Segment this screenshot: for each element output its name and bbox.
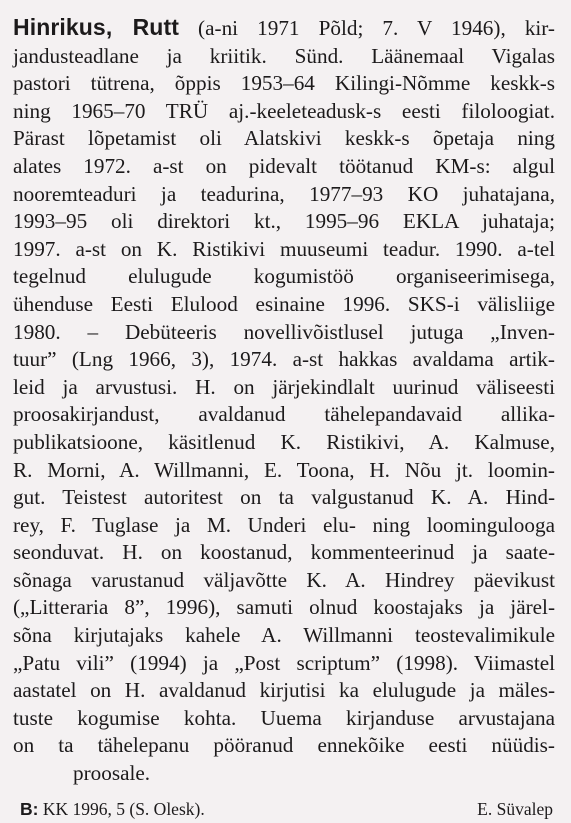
entry-line-14: leid ja arvustusi. H. on järjekindlalt uurinud väliseesti — [13, 374, 555, 399]
entry-line-25: aastatel on H. avaldanud kirjutisi ka elulugude ja mäles- — [13, 678, 555, 703]
entry-line-22: („Litteraria 8”, 1996), samuti olnud koostajaks ja järel- — [13, 595, 555, 620]
entry-line-13: tuur” (Lng 1966, 3), 1974. a-st hakkas avaldama artik- — [13, 347, 555, 372]
entry-line-23: sõna kirjutajaks kahele A. Willmanni teostevalimikule — [13, 623, 555, 648]
entry-author: E. Süvalep — [477, 798, 553, 819]
entry-line-10: tegelnud elulugude kogumistöö organiseerimisega, — [13, 264, 555, 289]
entry-line-19: rey, F. Tuglase ja M. Underi elu- ning loomingulooga — [13, 512, 555, 537]
entry-line-3: pastori tütrena, õppis 1953–64 Kilingi-Nõmme keskk-s — [13, 71, 555, 96]
entry-line-28: proosale. — [73, 761, 151, 786]
entry-line-15: proosakirjandust, avaldanud tähelepandavaid allika- — [13, 402, 555, 427]
encyclopedia-entry — [13, 14, 555, 788]
entry-line-1 — [13, 14, 555, 43]
bibliography-label: B: — [20, 798, 39, 819]
entry-line-21: sõnaga varustanud väljavõtte K. A. Hindrey päevikust — [13, 567, 555, 592]
entry-line-11: ühenduse Eesti Elulood esinaine 1996. SKS-i välisliige — [13, 291, 555, 316]
entry-line-8: 1993–95 oli direktori kt., 1995–96 EKLA juhataja; — [13, 209, 555, 234]
bibliography — [20, 796, 205, 823]
entry-line-26: tuste kogumise kohta. Uuema kirjanduse arvustajana — [13, 705, 555, 730]
entry-line-17: R. Morni, A. Willmanni, E. Toona, H. Nõu jt. loomin- — [13, 457, 555, 482]
entry-line-20: seonduvat. H. on koostanud, kommenteerinud ja saate- — [13, 540, 555, 565]
entry-line-7: nooremteaduri ja teadurina, 1977–93 KO juhatajana, — [13, 181, 555, 206]
entry-line-4: ning 1965–70 TRÜ aj.-keeleteadusk-s eesti filoloogiat. — [13, 98, 555, 123]
entry-headword: Hinrikus, Rutt — [13, 14, 179, 40]
entry-line-1-text: (a-ni 1971 Põld; 7. V 1946), kir- — [178, 16, 555, 40]
entry-line-5: Pärast lõpetamist oli Alatskivi keskk-s õpetaja ning — [13, 126, 555, 151]
bibliography-text: KK 1996, 5 (S. Olesk). — [38, 798, 205, 819]
entry-line-24: „Patu vili” (1994) ja „Post scriptum” (1998). Viimastel — [13, 650, 555, 675]
entry-line-12: 1980. – Debüteeris novellivõistlusel jutuga „Inven- — [13, 319, 555, 344]
entry-line-9: 1997. a-st on K. Ristikivi muuseumi teadur. 1990. a-tel — [13, 236, 555, 261]
entry-line-16: publikatsioone, käsitlenud K. Ristikivi, A. Kalmuse, — [13, 429, 555, 454]
entry-line-6: alates 1972. a-st on pidevalt töötanud KM-s: algul — [13, 153, 555, 178]
entry-footer — [13, 796, 555, 823]
entry-line-2: jandusteadlane ja kriitik. Sünd. Läänemaal Vigalas — [13, 43, 555, 68]
entry-line-18: gut. Teistest autoritest on ta valgustanud K. A. Hind- — [13, 485, 555, 510]
entry-line-27: on ta tähelepanu pööranud ennekõike eesti nüüdis- — [13, 733, 555, 758]
